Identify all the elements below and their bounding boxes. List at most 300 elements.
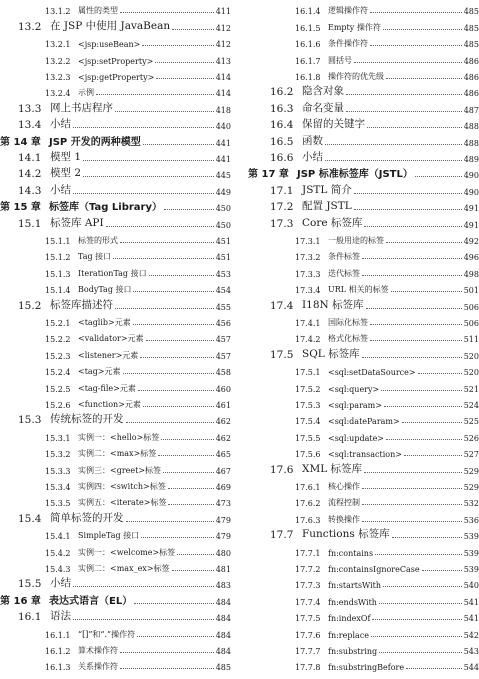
toc-subsection-entry — [244, 49, 479, 65]
toc-number: 17.7.4 — [295, 597, 321, 607]
toc-page-number: 501 — [463, 286, 479, 296]
toc-title: 小结 — [50, 118, 71, 131]
toc-page-number: 473 — [215, 499, 231, 509]
toc-number: 17.3.4 — [295, 286, 321, 296]
toc-page-number: 457 — [215, 335, 231, 345]
toc-section-entry — [0, 148, 231, 164]
dot-leader — [370, 45, 462, 46]
toc-subsection-entry — [244, 443, 479, 459]
toc-title: <tag>元素 — [78, 367, 121, 377]
toc-number: 15.3 — [18, 414, 42, 427]
dot-leader — [120, 668, 214, 669]
toc-subsection-entry — [0, 541, 231, 557]
toc-title: 传统标签的开发 — [50, 413, 124, 426]
toc-title: 语法 — [50, 610, 71, 623]
toc-number: 16.1.2 — [45, 646, 71, 656]
toc-page-number: 418 — [215, 105, 231, 115]
toc-subsection-entry — [244, 508, 479, 524]
toc-section-entry — [244, 459, 479, 475]
toc-number: 15.4.2 — [45, 548, 71, 558]
dot-leader — [161, 439, 213, 440]
toc-subsection-entry — [0, 66, 231, 82]
toc-title: fn:replace — [328, 630, 370, 640]
toc-title: Empty 操作符 — [328, 22, 381, 32]
toc-title: <sql:dateParam> — [328, 417, 400, 427]
toc-page-number: 451 — [215, 253, 231, 263]
toc-page-number: 539 — [463, 548, 479, 558]
toc-page-number: 521 — [463, 384, 479, 394]
toc-page-number: 487 — [463, 105, 479, 115]
toc-number: 16.1.6 — [295, 40, 321, 50]
dot-leader — [415, 176, 462, 177]
toc-number: 第 16 章 — [0, 595, 41, 607]
toc-page-number: 412 — [215, 40, 231, 50]
toc-number: 15.1.3 — [45, 269, 71, 279]
toc-title: 核心操作 — [328, 481, 360, 491]
dot-leader — [143, 406, 214, 407]
toc-title: 标签的形式 — [78, 235, 118, 245]
toc-number: 13.4 — [18, 119, 42, 132]
dot-leader — [133, 291, 213, 292]
toc-subsection-entry — [0, 394, 231, 410]
toc-number: 16.1.5 — [295, 23, 321, 33]
toc-page-number: 527 — [463, 450, 479, 460]
toc-number: 17.5.6 — [295, 450, 321, 460]
toc-title: XML 标签库 — [302, 462, 363, 475]
toc-title: <validator>元素 — [78, 334, 144, 344]
toc-subsection-entry — [244, 410, 479, 426]
toc-subsection-entry — [244, 33, 479, 49]
dot-leader — [168, 488, 214, 489]
toc-number: 16.6 — [270, 151, 294, 164]
toc-title: 标签库（Tag Library） — [49, 202, 163, 214]
toc-section-entry — [244, 295, 479, 311]
toc-page-number: 526 — [463, 433, 479, 443]
dot-leader — [354, 193, 462, 194]
toc-page-number: 449 — [215, 187, 231, 197]
toc-number: 16.1.4 — [295, 7, 321, 17]
dot-leader — [133, 324, 214, 325]
toc-number: 第 14 章 — [0, 136, 41, 148]
dot-leader — [367, 127, 462, 128]
toc-title: 标签库 API — [50, 216, 104, 229]
toc-title: fn:endsWith — [328, 597, 377, 607]
toc-page-number: 484 — [215, 646, 231, 656]
toc-subsection-entry — [0, 312, 231, 328]
toc-number: 13.2.3 — [45, 72, 71, 82]
toc-subsection-entry — [0, 640, 231, 656]
toc-number: 15.2.2 — [45, 335, 71, 345]
toc-title: <sql:transaction> — [328, 450, 402, 460]
toc-title: 网上书店程序 — [50, 101, 113, 114]
dot-leader — [364, 226, 461, 227]
toc-page-number: 486 — [463, 72, 479, 82]
toc-subsection-entry — [244, 16, 479, 32]
toc-section-entry — [0, 295, 231, 311]
dot-leader — [143, 144, 214, 145]
toc-page-number: 462 — [215, 417, 231, 427]
toc-title: 模型 2 — [50, 167, 82, 180]
toc-page-number: 529 — [463, 466, 479, 476]
toc-title: 模型 1 — [50, 150, 82, 163]
toc-number: 15.3.1 — [45, 433, 71, 443]
toc-page-number: 541 — [463, 597, 479, 607]
toc-page-number: 480 — [215, 548, 231, 558]
dot-leader — [422, 570, 462, 571]
dot-leader — [123, 373, 214, 374]
toc-title: <sql:param> — [328, 400, 382, 410]
dot-leader — [325, 160, 462, 161]
toc-number: 17.3.1 — [295, 236, 321, 246]
toc-subsection-entry — [244, 607, 479, 623]
toc-number: 16.3 — [270, 102, 294, 115]
toc-number: 17.6.3 — [295, 515, 321, 525]
toc-number: 17.1 — [270, 184, 294, 197]
toc-page-number: 458 — [215, 368, 231, 378]
toc-subsection-entry — [244, 640, 479, 656]
toc-subsection-entry — [0, 361, 231, 377]
toc-number: 15.1.4 — [45, 286, 71, 296]
toc-number: 第 15 章 — [0, 202, 41, 214]
toc-page-number: 451 — [215, 236, 231, 246]
dot-leader — [120, 242, 214, 243]
toc-title: 实例五：<iterate>标签 — [78, 498, 167, 508]
toc-number: 17.6 — [270, 463, 294, 476]
toc-title: <sql:setDataSource> — [328, 368, 416, 378]
toc-chapter-entry — [244, 164, 479, 180]
dot-leader — [366, 308, 462, 309]
toc-number: 16.2 — [270, 86, 294, 99]
toc-title: 实例四：<switch>标签 — [78, 481, 166, 491]
toc-title: 关系操作符 — [78, 662, 118, 672]
toc-number: 15.1.1 — [45, 236, 71, 246]
dot-leader — [404, 455, 462, 456]
toc-page-number: 506 — [463, 318, 479, 328]
toc-chapter-entry — [0, 131, 231, 147]
toc-title: fn:substringBefore — [328, 663, 405, 673]
toc-page-number: 414 — [215, 72, 231, 82]
toc-number: 第 17 章 — [248, 169, 289, 181]
toc-page-number: 462 — [215, 433, 231, 443]
toc-number: 13.1.2 — [45, 7, 71, 17]
toc-section-entry — [0, 16, 231, 32]
toc-number: 17.7.8 — [295, 663, 321, 673]
toc-subsection-entry — [0, 459, 231, 475]
dot-leader — [362, 357, 462, 358]
dot-leader — [406, 668, 462, 669]
toc-title: <function>元素 — [78, 399, 141, 409]
dot-leader — [346, 111, 462, 112]
toc-page-number: 511 — [463, 335, 479, 345]
toc-subsection-entry — [244, 246, 479, 262]
toc-page-number: 483 — [215, 581, 231, 591]
toc-subsection-entry — [244, 558, 479, 574]
dot-leader — [354, 62, 462, 63]
toc-page-number: 485 — [463, 40, 479, 50]
toc-page-number: 490 — [463, 171, 479, 181]
toc-page-number: 485 — [463, 7, 479, 17]
dot-leader — [375, 554, 462, 555]
toc-section-entry — [244, 180, 479, 196]
toc-page-number: 461 — [215, 400, 231, 410]
toc-page-number: 524 — [463, 400, 479, 410]
toc-title: SimpleTag 接口 — [78, 531, 140, 541]
toc-subsection-entry — [0, 279, 231, 295]
toc-section-entry — [0, 574, 231, 590]
toc-title: I18N 标签库 — [302, 298, 364, 311]
toc-number: 17.7.2 — [295, 564, 321, 574]
toc-number: 15.3.5 — [45, 499, 71, 509]
toc-section-entry — [244, 131, 479, 147]
toc-subsection-entry — [0, 82, 231, 98]
dot-leader — [138, 390, 214, 391]
toc-subsection-entry — [0, 262, 231, 278]
toc-number: 14.2 — [18, 168, 42, 181]
toc-title: “[]”和“.”操作符 — [78, 629, 136, 639]
toc-section-entry — [244, 197, 479, 213]
toc-subsection-entry — [244, 0, 479, 16]
dot-leader — [149, 275, 214, 276]
toc-section-entry — [0, 213, 231, 229]
dot-leader — [158, 455, 213, 456]
toc-subsection-entry — [244, 492, 479, 508]
toc-number: 14.1 — [18, 151, 42, 164]
toc-number: 16.1.8 — [295, 72, 321, 82]
toc-page-number: 542 — [463, 630, 479, 640]
toc-page-number: 479 — [215, 515, 231, 525]
dot-leader — [126, 521, 214, 522]
toc-page-number: 488 — [463, 122, 479, 132]
toc-page-number: 485 — [215, 663, 231, 673]
toc-page-number: 489 — [463, 154, 479, 164]
toc-number: 15.5 — [18, 578, 42, 591]
toc-page-number: 413 — [215, 56, 231, 66]
dot-leader — [372, 619, 461, 620]
toc-page-number: 460 — [215, 384, 231, 394]
toc-section-entry — [244, 82, 479, 98]
dot-leader — [83, 176, 214, 177]
toc-subsection-entry — [244, 279, 479, 295]
toc-number: 15.4.3 — [45, 564, 71, 574]
toc-page-number: 450 — [215, 220, 231, 230]
toc-subsection-entry — [244, 262, 479, 278]
toc-title: 在 JSP 中使用 JavaBean — [50, 19, 171, 32]
toc-number: 17.6.2 — [295, 499, 321, 509]
dot-leader — [120, 12, 214, 13]
dot-leader — [383, 29, 462, 30]
toc-title: 实例一：<welcome>标签 — [78, 547, 176, 557]
toc-subsection-entry — [0, 492, 231, 508]
toc-section-entry — [244, 525, 479, 541]
toc-subsection-entry — [0, 230, 231, 246]
toc-number: 15.2.5 — [45, 384, 71, 394]
dot-leader — [168, 504, 213, 505]
toc-number: 17.7.7 — [295, 646, 321, 656]
toc-title: 标签库描述符 — [50, 298, 113, 311]
toc-number: 15.2.1 — [45, 318, 71, 328]
toc-subsection-entry — [244, 476, 479, 492]
toc-page-number: 532 — [463, 499, 479, 509]
toc-subsection-entry — [244, 312, 479, 328]
toc-title: 转换操作 — [328, 514, 360, 524]
toc-subsection-entry — [244, 328, 479, 344]
toc-page-number: 411 — [215, 7, 231, 17]
toc-chapter-entry — [0, 197, 231, 213]
dot-leader — [140, 357, 213, 358]
toc-number: 17.5.4 — [295, 417, 321, 427]
toc-page-number: 453 — [215, 269, 231, 279]
toc-title: <jsp:useBean> — [78, 40, 141, 50]
toc-page-number: 445 — [215, 171, 231, 181]
toc-section-entry — [244, 98, 479, 114]
toc-number: 15.4.1 — [45, 532, 71, 542]
toc-title: 小结 — [50, 183, 71, 196]
toc-section-entry — [0, 164, 231, 180]
toc-title: 示例 — [78, 88, 94, 98]
toc-section-entry — [244, 115, 479, 131]
toc-page-number: 486 — [463, 56, 479, 66]
toc-title: 流程控制 — [328, 498, 360, 508]
dot-leader — [83, 160, 214, 161]
toc-title: 实例一：<hello>标签 — [78, 432, 160, 442]
dot-leader — [346, 94, 462, 95]
toc-number: 17.7 — [270, 529, 294, 542]
toc-page-number: 486 — [463, 89, 479, 99]
toc-page-number: 498 — [463, 269, 479, 279]
toc-title: Functions 标签库 — [302, 528, 390, 541]
toc-subsection-entry — [0, 377, 231, 393]
toc-page-number: 491 — [463, 204, 479, 214]
dot-leader — [402, 422, 462, 423]
toc-number: 16.4 — [270, 119, 294, 132]
dot-leader — [386, 439, 462, 440]
toc-number: 15.4 — [18, 512, 42, 525]
toc-title: 格式化标签 — [328, 334, 368, 344]
toc-title: SQL 标签库 — [302, 347, 360, 360]
dot-leader — [362, 504, 462, 505]
dot-leader — [370, 324, 462, 325]
toc-subsection-entry — [0, 0, 231, 16]
toc-page-number: 456 — [215, 318, 231, 328]
toc-title: 函数 — [302, 134, 323, 147]
toc-number: 15.3.3 — [45, 466, 71, 476]
toc-page-number: 481 — [215, 564, 231, 574]
toc-number: 15.1 — [18, 217, 42, 230]
toc-section-entry — [0, 98, 231, 114]
toc-title: fn:indexOf — [328, 614, 371, 624]
toc-page-number: 492 — [463, 236, 479, 246]
dot-leader — [115, 111, 214, 112]
toc-number: 17.7.5 — [295, 614, 321, 624]
toc-page-number: 484 — [215, 597, 231, 607]
toc-page-number: 441 — [215, 138, 231, 148]
toc-title: 迭代标签 — [328, 268, 360, 278]
toc-page-number: 454 — [215, 286, 231, 296]
toc-subsection-entry — [244, 590, 479, 606]
toc-chapter-entry — [0, 590, 231, 606]
toc-number: 17.5.3 — [295, 400, 321, 410]
toc-subsection-entry — [0, 328, 231, 344]
dot-leader — [164, 209, 214, 210]
dot-leader — [392, 537, 462, 538]
toc-number: 15.2.6 — [45, 400, 71, 410]
toc-title: 实例二：<max_ex>标签 — [78, 563, 170, 573]
toc-subsection-entry — [244, 574, 479, 590]
toc-section-entry — [244, 148, 479, 164]
toc-page-number: 485 — [463, 23, 479, 33]
toc-title: 条件操作符 — [328, 39, 368, 49]
dot-leader — [362, 521, 462, 522]
dot-leader — [155, 62, 213, 63]
toc-number: 14.3 — [18, 184, 42, 197]
dot-leader — [362, 258, 462, 259]
dot-leader — [134, 603, 214, 604]
toc-title: 条件标签 — [328, 252, 360, 262]
toc-page-number: 539 — [463, 564, 479, 574]
toc-title: 逻辑操作符 — [328, 6, 368, 16]
toc-subsection-entry — [0, 525, 231, 541]
toc-number: 17.3.2 — [295, 253, 321, 263]
toc-page-number: 450 — [215, 204, 231, 214]
toc-subsection-entry — [244, 623, 479, 639]
dot-leader — [325, 144, 462, 145]
toc-number: 15.3.2 — [45, 450, 71, 460]
toc-title: fn:containsIgnoreCase — [328, 564, 420, 574]
toc-subsection-entry — [0, 623, 231, 639]
toc-page-number: 520 — [463, 351, 479, 361]
dot-leader — [172, 29, 214, 30]
toc-page-number: 467 — [215, 466, 231, 476]
toc-page-number: 440 — [215, 122, 231, 132]
dot-leader — [364, 472, 462, 473]
dot-leader — [73, 619, 214, 620]
toc-subsection-entry — [244, 541, 479, 557]
toc-number: 15.2 — [18, 299, 42, 312]
toc-page-number: 525 — [463, 417, 479, 427]
toc-section-entry — [0, 115, 231, 131]
toc-number: 15.2.3 — [45, 351, 71, 361]
toc-number: 13.2.4 — [45, 89, 71, 99]
dot-leader — [371, 636, 462, 637]
toc-subsection-entry — [244, 361, 479, 377]
toc-number: 13.2.1 — [45, 40, 71, 50]
toc-section-entry — [244, 213, 479, 229]
toc-page-number: 541 — [463, 614, 479, 624]
toc-number: 16.5 — [270, 135, 294, 148]
toc-page-number: 544 — [463, 663, 479, 673]
toc-number: 16.1 — [18, 611, 42, 624]
toc-page-number: 539 — [463, 532, 479, 542]
toc-number: 17.2 — [270, 201, 294, 214]
dot-leader — [418, 373, 462, 374]
toc-section-entry — [244, 344, 479, 360]
toc-title: 小结 — [50, 577, 71, 590]
toc-number: 15.1.2 — [45, 253, 71, 263]
toc-page-number: 536 — [463, 515, 479, 525]
toc-title: 算术操作符 — [78, 645, 118, 655]
toc-page-number: 412 — [215, 23, 231, 33]
toc-page-number: 484 — [215, 630, 231, 640]
toc-subsection-entry — [0, 558, 231, 574]
dot-leader — [96, 94, 214, 95]
toc-title: <sql:update> — [328, 433, 384, 443]
dot-leader — [106, 226, 214, 227]
toc-number: 17.3.3 — [295, 269, 321, 279]
toc-number: 13.3 — [18, 102, 42, 115]
toc-section-entry — [0, 410, 231, 426]
toc-title: Tag 接口 — [78, 252, 112, 262]
toc-subsection-entry — [0, 246, 231, 262]
